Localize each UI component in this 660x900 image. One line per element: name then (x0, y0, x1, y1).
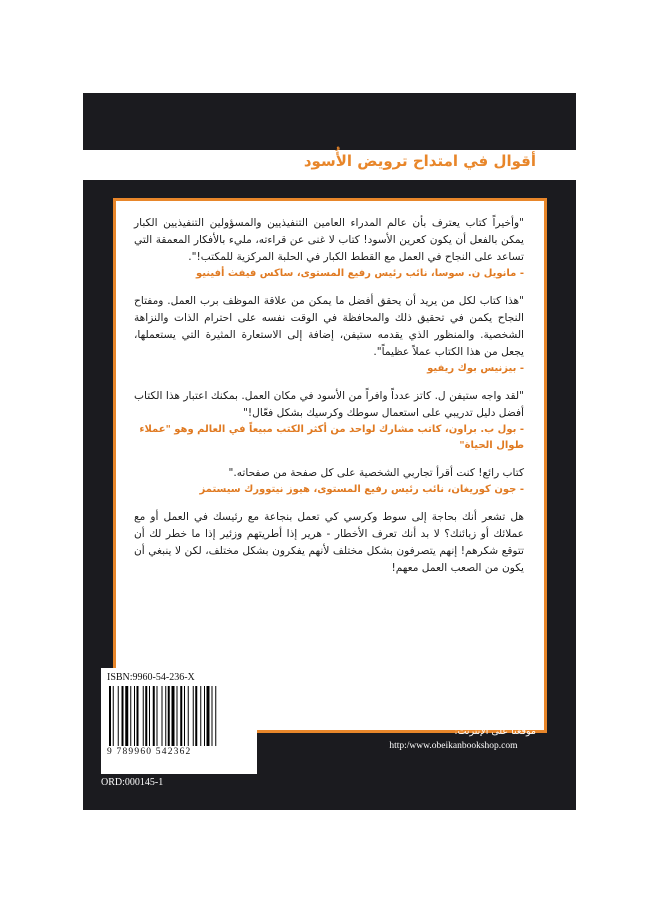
website-url[interactable]: http:/www.obeikanbookshop.com (389, 741, 518, 751)
subject-item-2: ٢- التكييف الاجتماعي (409, 704, 492, 715)
barcode-stripe (118, 686, 119, 746)
barcode-stripe (177, 686, 178, 746)
quote-text: "وأخيراً كتاب يعترف بأن عالم المدراء العامين التنفيذيين والمسؤولين التنفيذيين الكبار يمكن بالفعل أن يكون كعرين الأسود! كتاب لا غنى عن قراءته، مليء بالأفكار المعمقة التي تساعد على النجاح في العمل مع القطط الكبار في الحلبة المركزية للمكتب!". (134, 217, 524, 263)
barcode-stripe (130, 686, 131, 746)
quote-attribution: - مانويل ن. سوسا، نائب رئيس رفيع المستوى، ساكس فيفث أفينيو (195, 268, 524, 279)
subject-label: موضوع الكتاب: ١- السلوك الاجتماعي (389, 690, 536, 701)
order-number: ORD:000145-1 (101, 777, 164, 788)
barcode-stripe (188, 686, 189, 746)
barcode-box (101, 668, 257, 774)
barcode-stripe (184, 686, 185, 746)
headline: أقوال في امتداح ترويض الأُسود (303, 152, 536, 170)
quote-attribution: - جون كوريغان، نائب رئيس رفيع المستوى، هيوز نيتوورك سيستمز (199, 484, 524, 495)
barcode-stripe (180, 686, 182, 746)
barcode-stripe (113, 686, 114, 746)
quote-attribution: - بيزنيس بوك ريفيو (427, 363, 524, 374)
barcode-stripe (149, 686, 150, 746)
barcode-stripe (215, 686, 216, 746)
quote-4 (134, 465, 524, 498)
barcode-stripe (200, 686, 201, 746)
barcode-stripe (109, 686, 111, 746)
quote-text: كتاب رائع! كنت أقرأ تجاربي الشخصية على كل صفحة من صفحاته." (228, 467, 524, 479)
barcode-stripe (125, 686, 128, 746)
barcode-stripe (153, 686, 155, 746)
book-metadata (389, 689, 536, 753)
book-back-cover (83, 93, 576, 810)
barcode-stripe (162, 686, 163, 746)
quote-attribution: - بول ب. براون، كاتب مشارك لواحد من أكثر الكتب مبيعاً في العالم وهو "عملاء طوال الحياة" (139, 424, 524, 451)
quote-2 (134, 293, 524, 377)
barcode-stripe (195, 686, 197, 746)
isbn: ISBN:9960-54-236-X (107, 672, 195, 683)
quote-text: "هذا كتاب لكل من يريد أن يحقق أفضل ما يمكن من علاقة الموظف برب العمل. ومفتاح النجاح يكمن في تحقيق ذلك والمحافظة في الوقت نفسه على احترام الذات والنزاهة الشخصية. والمنظور الذي يقدمه ستيفن، إضافة إلى الاستعارة المثيرة التي يستعملها، يجعل من هذا الكتاب عملاً عظيماً". (134, 295, 524, 358)
barcode-stripe (193, 686, 194, 746)
headline-band (83, 150, 576, 180)
barcode-stripe (122, 686, 124, 746)
barcode-stripe (165, 686, 166, 746)
barcode-stripe (168, 686, 170, 746)
barcode-stripe (212, 686, 213, 746)
barcode-stripe (172, 686, 175, 746)
quote-1 (134, 215, 524, 282)
barcode-stripe (137, 686, 139, 746)
website-label: موقعنا على الإنترنت: (454, 726, 536, 737)
barcode-stripe (204, 686, 205, 746)
barcode-digits: 9 789960 542362 (107, 747, 192, 757)
barcode-stripe (143, 686, 144, 746)
barcode-stripe (145, 686, 147, 746)
quote-text: "لقد واجه ستيفن ل. كاتز عدداً وافراً من الأسود في مكان العمل. بمكنك اعتبار هذا الكتاب أفضل دليل تدريبي على استعمال سوطك وكرسيك بشكل فعّال!" (134, 390, 524, 419)
barcode (107, 686, 251, 746)
barcode-stripe (207, 686, 210, 746)
closing-paragraph: هل تشعر أنك بحاجة إلى سوط وكرسي كي تعمل بنجاعة مع رئيسك في العمل أو مع عملائك أو زبائنك؟ لا بد أنك تعرف الأخطار - هرير إذا أطريتهم وزئير إذا ما خطر لك أن تتوقع شكرهم! إنهم يتصرفون بشكل مختلف لأنهم يفكرون بشكل مختلف، لكن لا ينبغي أن يكون من الصعب العمل معهم! (134, 511, 524, 574)
praise-panel (113, 198, 547, 733)
barcode-stripe (134, 686, 135, 746)
quote-3 (134, 388, 524, 454)
barcode-stripe (157, 686, 158, 746)
